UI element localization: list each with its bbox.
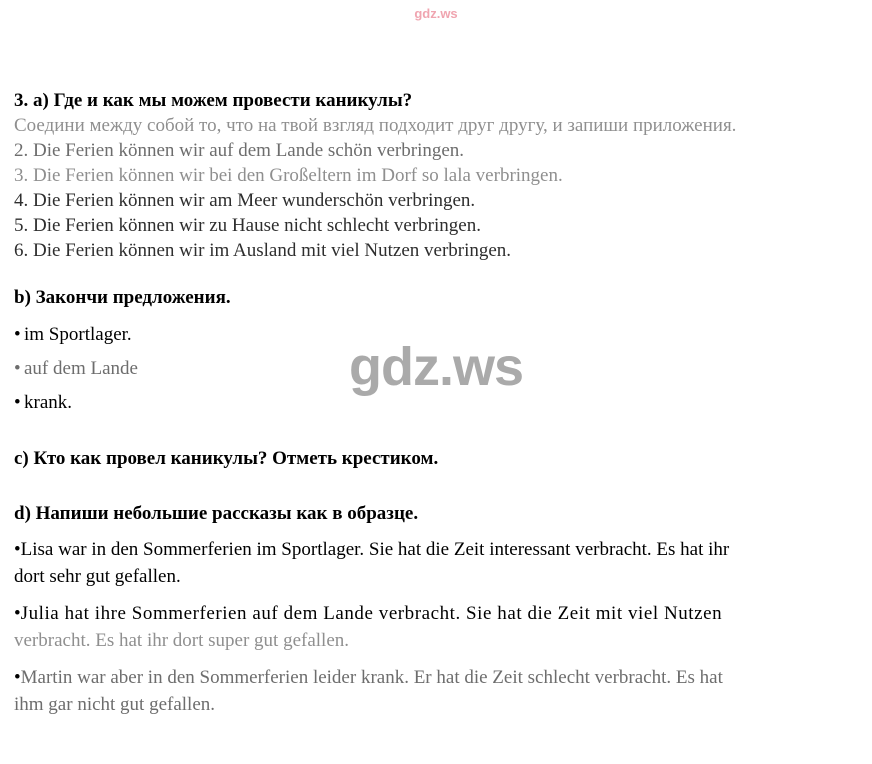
part-a-instruction: Соедини между собой то, что на твой взгляд подходит друг другу, и запиши приложения.	[14, 115, 737, 136]
bullet-icon: •	[14, 324, 21, 345]
part-c-heading: c) Кто как провел каникулы? Отметь крестиком.	[14, 448, 439, 469]
part-b-item	[14, 322, 860, 348]
spacer	[14, 471, 860, 501]
part-a-item: 3. Die Ferien können wir bei den Großeltern im Dorf so lala verbringen.	[14, 165, 563, 186]
part-a-item: 5. Die Ferien können wir zu Hause nicht schlecht verbringen.	[14, 215, 481, 236]
bullet-icon: •	[14, 603, 21, 624]
bullet-icon: •	[14, 667, 21, 688]
part-b-item	[14, 356, 860, 382]
part-b-item-text: im Sportlager.	[24, 324, 132, 345]
part-d-story	[14, 600, 860, 654]
story-line: Martin war aber in den Sommerferien leider krank. Er hat die Zeit schlecht verbracht. Es hat	[20, 667, 723, 688]
part-d-heading: d) Напиши небольшие рассказы как в образце.	[14, 503, 419, 524]
story-line: ihm gar nicht gut gefallen.	[14, 694, 216, 715]
part-d-story	[14, 664, 860, 718]
part-b-item	[14, 390, 860, 416]
story-line: Julia hat ihre Sommerferien auf dem Lande verbracht. Sie hat die Zeit mit viel Nutzen	[20, 603, 723, 624]
part-b-heading: b) Закончи предложения.	[14, 287, 231, 308]
part-b-item-text: krank.	[24, 392, 73, 413]
spacer	[14, 416, 860, 446]
bullet-icon: •	[14, 539, 21, 560]
bullet-icon: •	[14, 358, 21, 379]
part-a-item: 6. Die Ferien können wir im Ausland mit viel Nutzen verbringen.	[14, 240, 512, 261]
exercise-content	[14, 88, 860, 718]
center-watermark: gdz.ws	[348, 337, 523, 397]
story-line: Lisa war in den Sommerferien im Sportlager. Sie hat die Zeit interessant verbracht. Es hat ihr	[20, 539, 730, 560]
bullet-icon: •	[14, 392, 21, 413]
top-watermark: gdz.ws	[414, 6, 458, 21]
story-line: verbracht. Es hat ihr dort super gut gefallen.	[14, 630, 350, 651]
part-b-item-text: auf dem Lande	[24, 358, 138, 379]
story-line: dort sehr gut gefallen.	[14, 566, 181, 587]
part-a-heading: 3. a) Где и как мы можем провести каникулы?	[14, 90, 413, 111]
part-a-item: 2. Die Ferien können wir auf dem Lande schön verbringen.	[14, 140, 465, 161]
spacer	[14, 310, 860, 322]
part-a-item: 4. Die Ferien können wir am Meer wunderschön verbringen.	[14, 190, 476, 211]
spacer	[14, 263, 860, 285]
part-d-story	[14, 536, 860, 590]
